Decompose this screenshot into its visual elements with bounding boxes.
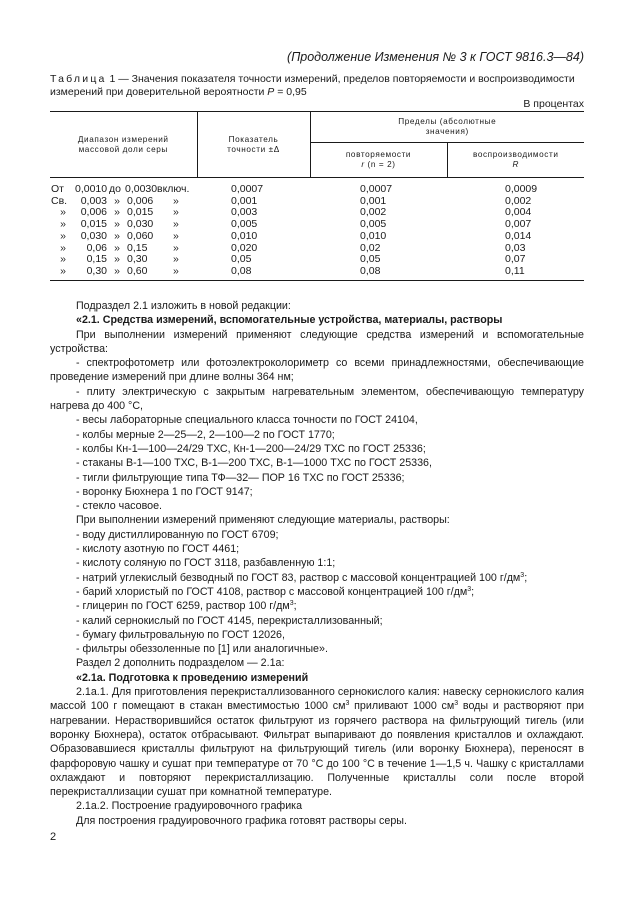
range-cell: От 0,0010 до 0,0030включ. (51, 183, 190, 195)
range-cell: » 0,06 » 0,15 » (60, 241, 179, 254)
range-cell: Св. 0,003 » 0,006 » (51, 194, 179, 207)
paragraph: 2.1а.1. Для приготовления перекристаллизованного сернокислого калия: навеску сернокислого калия массой 100 г помещают в стакан вместимостью 1000 $см^3$ приливают 1000 $см^3$ воды и растворяют при нагревании. Нерастворившийся остаток фильтруют из горячего раствора на фильтрующий тигель (или воронку Бюхнера), остаток отбрасывают. Фильтрат выпаривают до появления кристаллов и охлаждают. Образовавшиеся кристаллы фильтруют на фильтрующий тигель (или воронку Бюхнера), переносят в фарфоровую чашку и сушат при температуре от 70 °С до 100 °С в течение 1—1,5 ч. Чашку с кристаллами охлаждают и повторяют перекристаллизацию. Полученные кристаллы соли после второй перекристаллизации сушат при комнатной температуре. (50, 686, 584, 799)
section-heading: «2.1а. Подготовка к проведению измерений (76, 671, 309, 684)
page-number: 2 (50, 831, 57, 843)
list-item: - глицерин по ГОСТ 6259, раствор 100 $г/дм^3$; (76, 600, 297, 613)
header-limits: Пределы (абсолютные значения) (310, 112, 584, 143)
accuracy-cell: 0,005 (231, 218, 258, 231)
list-item: - колбы Кн-1—100—24/29 ТХС, Кн-1—200—24/29 ТХС по ГОСТ 25336; (76, 442, 426, 455)
list-item: - стекло часовое. (76, 500, 162, 513)
accuracy-cell: 0,010 (231, 229, 258, 242)
list-item: - воду дистиллированную по ГОСТ 6709; (76, 528, 279, 541)
list-item: - бумагу фильтровальную по ГОСТ 12026, (76, 628, 285, 641)
table-caption-tail: = 0,95 (274, 86, 307, 98)
repeatability-cell: 0,05 (360, 253, 381, 266)
reproducibility-cell: 0,004 (505, 206, 532, 219)
table-caption-text: 1 — Значения показателя точности измерений, пределов повторяемости и воспроизводимости измерений при доверительной вероятности (50, 73, 575, 98)
header-reproducibility: воспроизводимости R (447, 143, 584, 178)
paragraph: Для построения градуировочного графика готовят растворы серы. (76, 814, 407, 827)
reproducibility-cell: 0,0009 (505, 183, 538, 195)
list-item: - калий сернокислый по ГОСТ 4145, перекристаллизованный; (76, 614, 383, 627)
range-cell: » 0,15 » 0,30 » (60, 253, 179, 266)
repeatability-cell: 0,08 (310, 266, 447, 280)
accuracy-cell: 0,0007 (231, 183, 264, 195)
reproducibility-cell: 0,11 (447, 266, 584, 280)
header-repeatability: повторяемости r (n = 2) (310, 143, 447, 178)
accuracy-cell: 0,05 (231, 253, 252, 266)
list-item: - натрий углекислый безводный по ГОСТ 83, раствор с массовой концентрацией 100 $г/дм^3$; (76, 571, 528, 584)
list-item: - колбы мерные 2—25—2, 2—100—2 по ГОСТ 1770; (76, 428, 335, 441)
list-item: - плиту электрическую с закрытым нагревательным элементом, обеспечивающую температуру нагрева до 400 °С, (50, 385, 584, 413)
repeatability-cell: 0,02 (360, 241, 381, 254)
repeatability-cell: 0,010 (360, 229, 387, 242)
paragraph: 2.1а.2. Построение градуировочного графика (76, 800, 303, 813)
paragraph: При выполнении измерений применяют следующие средства измерений и вспомогательные устройства: (50, 328, 584, 355)
table-unit: В процентах (523, 98, 584, 110)
document-header: (Продолжение Изменения № 3 к ГОСТ 9816.3—84) (287, 50, 584, 64)
list-item: - тигли фильтрующие типа ТФ—32— ПОР 16 ТХС по ГОСТ 25336; (76, 471, 405, 484)
header-accuracy: Показатель точности ±Δ (197, 112, 310, 178)
accuracy-cell: 0,001 (231, 194, 258, 207)
accuracy-table (50, 111, 584, 281)
accuracy-cell: 0,003 (231, 206, 258, 219)
range-cell: » 0,30 » 0,60 » (50, 266, 197, 280)
table-caption-label: Таблица (50, 73, 107, 85)
list-item: - воронку Бюхнера 1 по ГОСТ 9147; (76, 485, 253, 498)
list-item: - спектрофотометр или фотоэлектроколориметр со всеми принадлежностями, обеспечивающие проведение измерений при длине волны 364 нм; (50, 357, 584, 384)
paragraph: Раздел 2 дополнить подразделом — 2.1а: (76, 657, 285, 670)
reproducibility-cell: 0,007 (505, 218, 532, 231)
range-cell: » 0,015 » 0,030 » (60, 218, 179, 231)
reproducibility-cell: 0,07 (505, 253, 526, 266)
body-text (50, 299, 584, 828)
paragraph: При выполнении измерений применяют следующие материалы, растворы: (76, 514, 450, 527)
repeatability-cell: 0,001 (360, 194, 387, 207)
accuracy-cell: 0,08 (197, 266, 310, 280)
paragraph: Подраздел 2.1 изложить в новой редакции: (76, 300, 291, 312)
accuracy-cell: 0,020 (231, 241, 258, 254)
list-item: - кислоту азотную по ГОСТ 4461; (76, 543, 240, 556)
repeatability-cell: 0,005 (360, 218, 387, 231)
list-item: - фильтры обеззоленные по [1] или аналогичные». (76, 643, 328, 656)
repeatability-cell: 0,002 (360, 206, 387, 219)
table-caption (50, 73, 584, 99)
repeatability-cell: 0,0007 (360, 183, 393, 195)
reproducibility-cell: 0,002 (505, 194, 532, 207)
table-row (50, 178, 584, 196)
table-row (50, 231, 584, 243)
probability-symbol: P (267, 86, 275, 98)
reproducibility-cell: 0,03 (505, 241, 526, 254)
list-item: - стаканы В-1—100 ТХС, В-1—200 ТХС, В-1—1000 ТХС по ГОСТ 25336, (76, 457, 432, 470)
list-item: - кислоту соляную по ГОСТ 3118, разбавленную 1:1; (76, 557, 336, 570)
range-cell: » 0,030 » 0,060 » (60, 229, 179, 242)
list-item: - барий хлористый по ГОСТ 4108, раствор с массовой концентрацией 100 $г/дм^3$; (76, 585, 475, 598)
list-item: - весы лабораторные специального класса точности по ГОСТ 24104, (76, 414, 418, 427)
table-row (50, 266, 584, 280)
section-heading: «2.1. Средства измерений, вспомогательные устройства, материалы, растворы (76, 314, 503, 327)
range-cell: » 0,006 » 0,015 » (60, 206, 179, 219)
header-range: Диапазон измерений массовой доли серы (50, 112, 197, 178)
reproducibility-cell: 0,014 (505, 229, 532, 242)
